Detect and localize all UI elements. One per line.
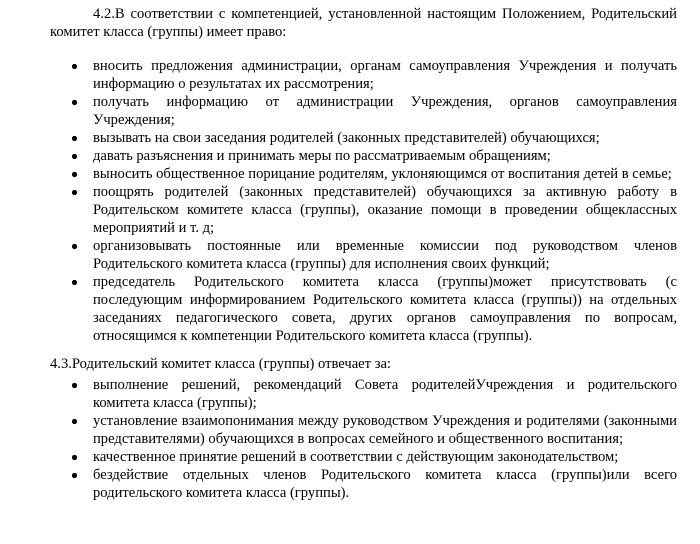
bullet-dot-icon <box>72 244 77 249</box>
bullet-dot-icon <box>72 190 77 195</box>
list-item-text: бездействие отдельных членов Родительского комитета класса (группы)или всего родительского комитета класса (группы). <box>93 467 677 501</box>
list-item <box>93 376 677 412</box>
section-4-2-intro-paragraph: 4.2.В соответствии с компетенцией, установленной настоящим Положением, Родительский комитет класса (группы) имеет право: <box>50 6 677 40</box>
list-item <box>93 165 677 183</box>
list-item-text: поощрять родителей (законных представителей) обучающихся за активную работу в Родительском комитете класса (группы), оказание помощи в проведении общеклассных мероприятий и т. д; <box>93 184 677 236</box>
bullet-dot-icon <box>72 64 77 69</box>
bullet-dot-icon <box>72 154 77 159</box>
bullet-dot-icon <box>72 136 77 141</box>
section-4-2-bullet-list <box>50 57 677 345</box>
list-item <box>93 412 677 448</box>
bullet-dot-icon <box>72 383 77 388</box>
bullet-dot-icon <box>72 100 77 105</box>
list-item-text: давать разъяснения и принимать меры по рассматриваемым обращениям; <box>93 148 551 164</box>
list-item <box>93 57 677 93</box>
list-item <box>93 183 677 237</box>
list-item <box>93 466 677 502</box>
bullet-dot-icon <box>72 473 77 478</box>
section-4-3-bullet-list <box>50 376 677 502</box>
bullet-dot-icon <box>72 455 77 460</box>
list-item <box>93 129 677 147</box>
list-item-text: получать информацию от администрации Учреждения, органов самоуправления Учреждения; <box>93 94 677 128</box>
list-item-text: вызывать на свои заседания родителей (законных представителей) обучающихся; <box>93 130 600 146</box>
bullet-dot-icon <box>72 280 77 285</box>
list-item <box>93 93 677 129</box>
list-item-text: председатель Родительского комитета класса (группы)может присутствовать (с последующим информированием Родительского комитета класса (группы)) на отдельных заседаниях педагогического совета, других органов самоуправления по вопросам, относящимся к компетенции Родительского комитета класса (группы). <box>93 274 677 344</box>
list-item-text: качественное принятие решений в соответствии с действующим законодательством; <box>93 449 619 465</box>
section-4-3-intro-paragraph: 4.3.Родительский комитет класса (группы) отвечает за: <box>50 356 391 372</box>
list-item-text: выполнение решений, рекомендаций Совета родителейУчреждения и родительского комитета класса (группы); <box>93 377 677 411</box>
bullet-dot-icon <box>72 172 77 177</box>
list-item <box>93 273 677 345</box>
list-item-text: организовывать постоянные или временные комиссии под руководством членов Родительского комитета класса (группы) для исполнения своих функций; <box>93 238 677 272</box>
list-item-text: вносить предложения администрации, органам самоуправления Учреждения и получать информацию о результатах их рассмотрения; <box>93 58 677 92</box>
list-item <box>93 237 677 273</box>
list-item <box>93 147 677 165</box>
list-item <box>93 448 677 466</box>
bullet-dot-icon <box>72 419 77 424</box>
list-item-text: установление взаимопонимания между руководством Учреждения и родителями (законными представителями) обучающихся в вопросах семейного и общественного воспитания; <box>93 413 677 447</box>
list-item-text: выносить общественное порицание родителям, уклоняющимся от воспитания детей в семье; <box>93 166 672 182</box>
